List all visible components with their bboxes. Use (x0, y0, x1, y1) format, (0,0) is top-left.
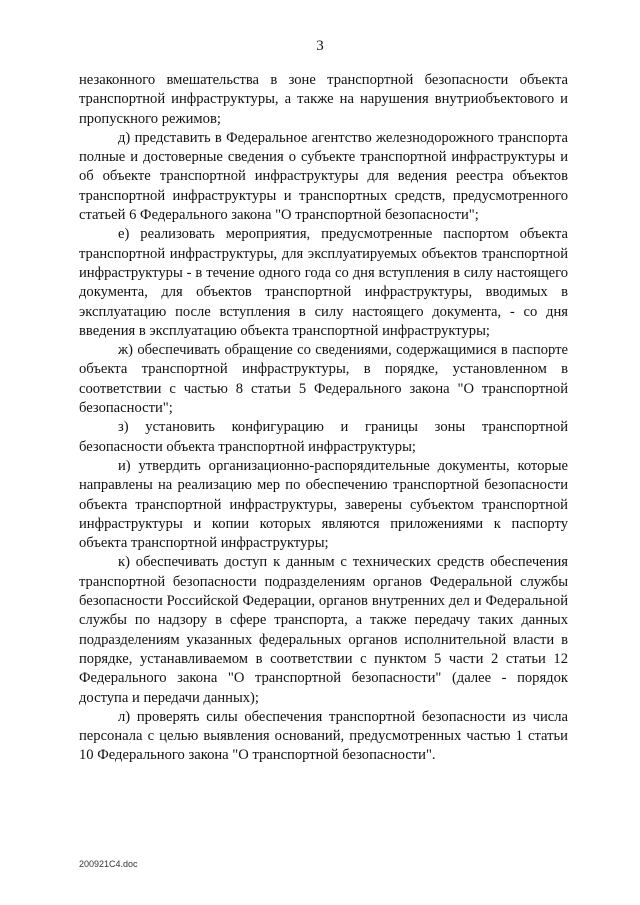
paragraph-item-zh: ж) обеспечивать обращение со сведениями, содержащимися в паспорте объекта транспортной инфраструктуры, в порядке, установленном в соответствии с частью 8 статьи 5 Федерального закона "О транспортной безопасности"; (79, 342, 568, 417)
paragraph-item-e: е) реализовать мероприятия, предусмотренные паспортом объекта транспортной инфраструктуры, для эксплуатируемых объектов транспортной инфраструктуры - в течение одного года со дня вступления в силу настоящего документа, для объектов транспортной инфраструктуры, вводимых в эксплуатацию после вступления в силу настоящего документа, - со дня введения в эксплуатацию объекта транспортной инфраструктуры; (79, 226, 568, 339)
paragraph-item-i: и) утвердить организационно-распорядительные документы, которые направлены на реализацию мер по обеспечению транспортной безопасности объекта транспортной инфраструктуры, заверены субъектом транспортной инфраструктуры и копии которых являются приложениями к паспорту объекта транспортной инфраструктуры; (79, 457, 568, 552)
document-file-code: 200921C4.doc (79, 859, 138, 869)
page-number: 3 (316, 38, 324, 54)
paragraph-item-z: з) установить конфигурацию и границы зоны транспортной безопасности объекта транспортной инфраструктуры; (79, 419, 568, 455)
paragraph-item-k: к) обеспечивать доступ к данным с технических средств обеспечения транспортной безопасности подразделениям органов Федеральной службы безопасности Российской Федерации, органов внутренних дел и Федеральной службы по надзору в сфере транспорта, а также передачу таких данных подразделениям указанных федеральных органов исполнительной власти в порядке, устанавливаемом в соответствии с пунктом 5 части 2 статьи 12 Федерального закона "О транспортной безопасности" (далее - порядок доступа и передачи данных); (79, 554, 568, 706)
document-body (79, 71, 568, 766)
paragraph-item-l: л) проверять силы обеспечения транспортной безопасности из числа персонала с целью выявления оснований, предусмотренных частью 1 статьи 10 Федерального закона "О транспортной безопасности". (79, 708, 568, 764)
paragraph-continuation: незаконного вмешательства в зоне транспортной безопасности объекта транспортной инфраструктуры, а также на нарушения внутриобъектового и пропускного режимов; (79, 72, 568, 127)
paragraph-item-d: д) представить в Федеральное агентство железнодорожного транспорта полные и достоверные сведения о субъекте транспортной инфраструктуры и об объекте транспортной инфраструктуры для ведения реестра объектов транспортной инфраструктуры и транспортных средств, предусмотренного статьей 6 Федерального закона "О транспортной безопасности"; (79, 129, 568, 224)
